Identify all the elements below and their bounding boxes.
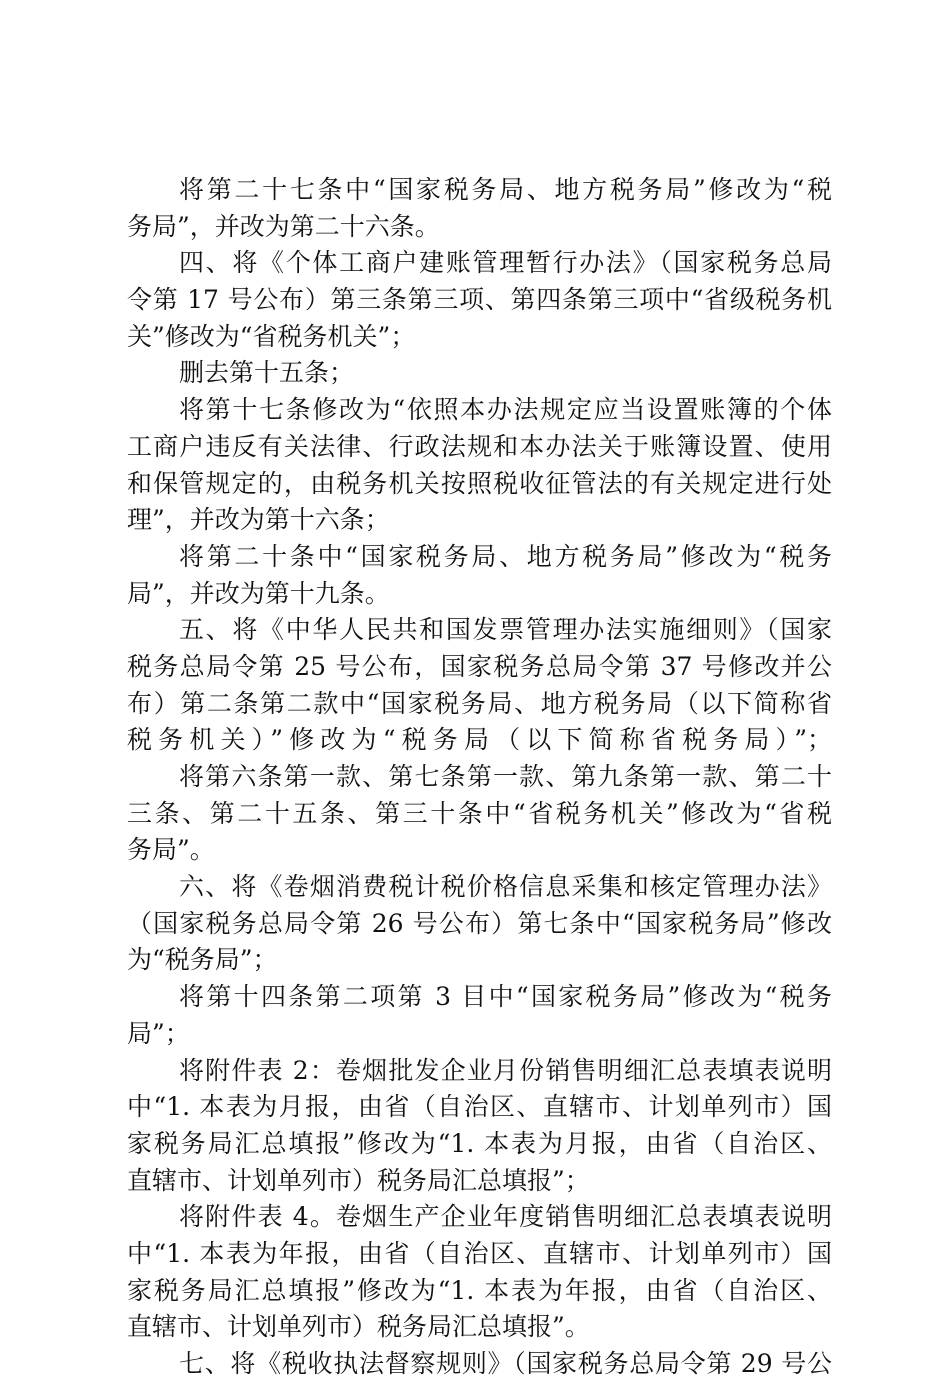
text-line: 理”，并改为第十六条； xyxy=(127,505,390,535)
text-line: 税务机关）”修改为“税务局（以下简称省税务局）”； xyxy=(127,725,832,755)
text-line: 税务总局令第 25 号公布，国家税务总局令第 37 号修改并公 xyxy=(127,651,832,681)
document-body xyxy=(127,172,832,1383)
text-line: 关”修改为“省税务机关”； xyxy=(127,321,416,351)
text-line: 删去第十五条； xyxy=(179,358,355,388)
text-line: 布）第二条第二款中“国家税务局、地方税务局（以下简称省 xyxy=(127,688,832,718)
text-line: 令第 17 号公布）第三条第三项、第四条第三项中“省级税务机 xyxy=(127,285,832,315)
text-line: 和保管规定的，由税务机关按照税收征管法的有关规定进行处 xyxy=(127,468,832,498)
text-line: 将第十四条第二项第 3 目中“国家税务局”修改为“税务 xyxy=(179,982,832,1012)
text-line: 家税务局汇总填报”修改为“1. 本表为年报，由省（自治区、 xyxy=(127,1275,832,1305)
text-line: 工商户违反有关法律、行政法规和本办法关于账簿设置、使用 xyxy=(127,431,832,461)
text-line: 将第二十条中“国家税务局、地方税务局”修改为“税务 xyxy=(179,541,832,571)
text-line: 四、将《个体工商户建账管理暂行办法》（国家税务总局 xyxy=(179,248,832,278)
text-line: 中“1. 本表为年报，由省（自治区、直辖市、计划单列市）国 xyxy=(127,1238,832,1268)
text-line: 家税务局汇总填报”修改为“1. 本表为月报，由省（自治区、 xyxy=(127,1128,832,1158)
text-line: 务局”。 xyxy=(127,835,215,865)
text-line: 将附件表 4。卷烟生产企业年度销售明细汇总表填表说明 xyxy=(179,1202,832,1232)
text-line: 直辖市、计划单列市）税务局汇总填报”； xyxy=(127,1165,590,1195)
text-line: 五、将《中华人民共和国发票管理办法实施细则》（国家 xyxy=(179,615,832,645)
text-line: 将第六条第一款、第七条第一款、第九条第一款、第二十 xyxy=(179,762,832,791)
text-line: 局”； xyxy=(127,1018,190,1048)
text-line: 三条、第二十五条、第三十条中“省税务机关”修改为“省税 xyxy=(127,798,832,828)
text-line: 将第十七条修改为“依照本办法规定应当设置账簿的个体 xyxy=(179,395,832,425)
text-line: 七、将《税收执法督察规则》（国家税务总局令第 29 号公 xyxy=(179,1349,832,1378)
text-line: 中“1. 本表为月报，由省（自治区、直辖市、计划单列市）国 xyxy=(127,1092,832,1122)
text-line: 直辖市、计划单列市）税务局汇总填报”。 xyxy=(127,1312,590,1342)
text-line: 将第二十七条中“国家税务局、地方税务局”修改为“税 xyxy=(179,175,832,204)
text-line: 将附件表 2：卷烟批发企业月份销售明细汇总表填表说明 xyxy=(179,1055,832,1085)
text-line: 务局”，并改为第二十六条。 xyxy=(127,211,440,241)
text-line: 为“税务局”； xyxy=(127,945,278,975)
text-line: （国家税务总局令第 26 号公布）第七条中“国家税务局”修改 xyxy=(127,908,832,938)
text-line: 六、将《卷烟消费税计税价格信息采集和核定管理办法》 xyxy=(179,872,832,902)
text-line: 局”，并改为第十九条。 xyxy=(127,578,390,608)
